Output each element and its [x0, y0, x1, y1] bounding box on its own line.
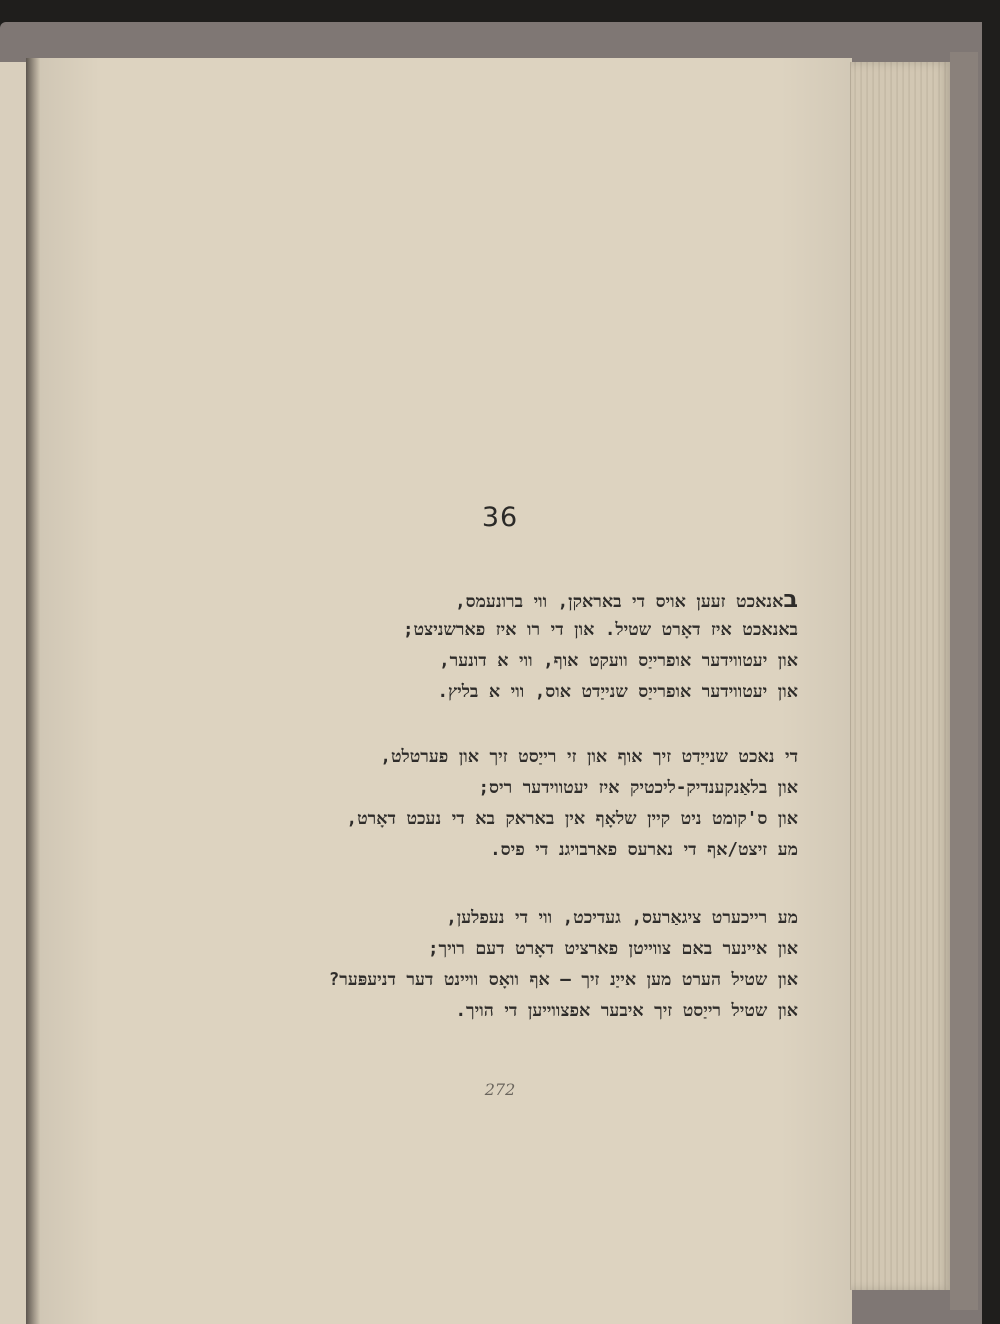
poem-line: און איינער באם צווייטן פארציט דאָרט דעם רויך;: [428, 939, 798, 959]
poem-line: באנאכט איז דאָרט שטיל. און די רו איז פארשניצט;: [402, 620, 798, 640]
poem-line: און שטיל רייַסט זיך איבער אפצווייען די הויך.: [455, 1001, 798, 1021]
stanza-3: [329, 903, 798, 1027]
stanza-1: [403, 584, 798, 708]
page-block-edges: [850, 62, 951, 1290]
page-number: 272: [484, 1080, 516, 1099]
back-cover-board: [950, 52, 978, 1310]
first-line-text: אנאכט זעען אויס די באראקן, ווי ברונעמס,: [455, 592, 784, 612]
poem-line: און יעטווידער אופרייַס שנייַדט אוס, ווי א בליץ.: [437, 682, 798, 702]
drop-cap: ב: [783, 585, 798, 613]
poem-line-first: [403, 584, 798, 615]
poem-number: 36: [481, 502, 519, 533]
poem-line: און בלאַנקענדיק-ליכטיק איז יעטווידער ריס;: [478, 778, 798, 798]
poem-line: און ס'קומט ניט קיין שלאָף אין באראק בא די נעכט דאָרט,: [346, 809, 798, 829]
poem-line: מע זיצט/אף די נארעס פארבויגנ די פיס.: [490, 840, 798, 860]
poem-line: די נאכט שנייַדט זיך אוף און זי רייַסט זיך און פערטלט,: [380, 747, 798, 767]
poem-line: מע רייכערט ציגאַרעס, געדיכט, ווי די נעפלען,: [446, 908, 798, 928]
book-gutter: [26, 58, 40, 1324]
left-page-edge: [0, 62, 28, 1324]
poem-line: און שטיל הערט מען אייַנ זיך — אף וואָס וויינט דער דניעפּער?: [328, 970, 798, 990]
poem-line: און יעטווידער אופרייַס וועקט אוף, ווי א דונער,: [439, 651, 798, 671]
stanza-2: [347, 742, 798, 866]
